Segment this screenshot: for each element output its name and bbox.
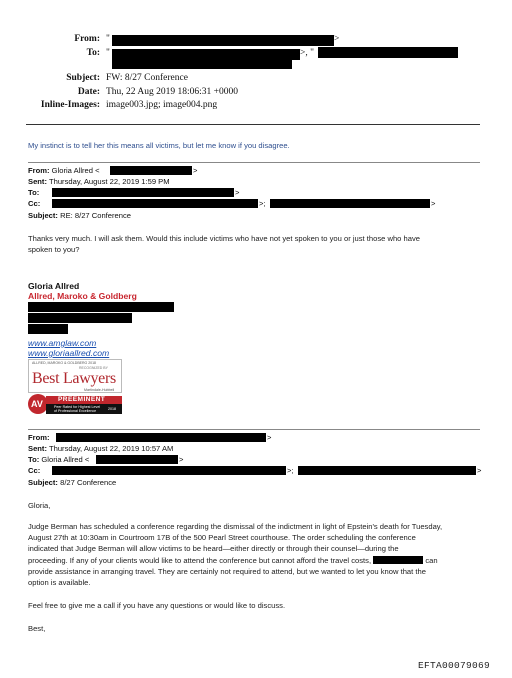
reply2-cc: Cc: [28,466,41,475]
reply2-divider [28,429,480,430]
redaction-reply2-body [373,556,423,564]
redaction-to-3 [112,59,292,69]
inline-images-value: image003.jpg; image004.png [106,100,218,110]
reply1-cc-end: > [431,199,436,208]
reply1-body: Thanks very much. I will ask them. Would this include victims who have not yet spoken to you or just those who have spoken to you? [28,234,420,255]
from-quote: " [106,34,110,44]
av-sub2-text: Peer Rated for Highest Level [54,405,101,409]
from-label: From: [74,34,100,44]
reply2-greeting: Gloria, [28,501,51,510]
signature-name: Gloria Allred [28,281,80,291]
redaction-reply2-cc-1 [52,466,286,475]
reply2-from-end: > [267,433,272,442]
reply1-from: From: Gloria Allred < [28,166,100,175]
reply2-paragraph-1: Judge Berman has scheduled a conference regarding the dismissal of the indictment in light of Epstein's death for Tuesday, August 27th at 10:30am in Courtroom 17B of the 500 Pearl Street courthouse. The order scheduling the conference indicated that Judge Berman will allow victims to be heard—either directly or through their counsel—during the proceeding. If any of your clients would like to attend the conference but cannot afford the travel costs, can provide assistance in arranging travel. They are certainly not required to attend, but we wanted to let you know that the option is available. [28,522,443,588]
reply1-from-end: > [193,166,198,175]
reply2-to: To: Gloria Allred < [28,455,90,464]
reply2-cc-sep: >; [287,466,294,475]
av-sub3-text: of Professional Excellence [54,409,97,413]
redaction-from [112,35,334,46]
link-amglaw[interactable]: www.amglaw.com [28,338,97,348]
subject-label: Subject: [66,73,100,83]
badge-main-text: Best Lawyers [32,370,116,387]
reply1-to-end: > [235,188,240,197]
date-label: Date: [77,87,100,97]
redaction-sig-1 [28,302,174,312]
reply2-from: From: [28,433,50,442]
header-divider [26,124,480,125]
redaction-reply1-cc-2 [270,199,430,208]
badge-top-text: ALLRED, MAROKO & GOLDBERG 2018 [32,361,96,365]
top-message: My instinct is to tell her this means all victims, but let me know if you disagree. [28,141,290,150]
reply1-cc-sep: >; [259,199,266,208]
inline-images-label: Inline-Images: [40,100,100,110]
reply2-cc-end: > [477,466,482,475]
link-gloriaallred[interactable]: www.gloriaallred.com [28,348,110,358]
reply2-paragraph-2: Feel free to give me a call if you have any questions or would like to discuss. [28,601,286,610]
to-label: To: [86,48,100,58]
redaction-reply1-cc-1 [52,199,258,208]
from-end: > [334,34,340,44]
redaction-reply1-to [52,188,234,197]
redaction-reply2-cc-2 [298,466,476,475]
av-preeminent-badge [28,388,122,416]
bates-number: EFTA00079069 [418,660,491,671]
av-mark: AV [31,399,43,409]
redaction-reply2-from [56,433,266,442]
to-sep: >, " [300,48,314,58]
redaction-reply1-from [110,166,192,175]
subject-value: FW: 8/27 Conference [106,73,188,83]
av-main-text: PREEMINENT [58,396,106,403]
reply2-subject: Subject: 8/27 Conference [28,478,117,487]
date-value: Thu, 22 Aug 2019 18:06:31 +0000 [106,87,239,97]
redaction-reply2-to [96,455,178,464]
redaction-to-2 [318,47,458,58]
reply2-sent: Sent: Thursday, August 22, 2019 10:57 AM [28,444,174,453]
reply2-closing: Best, [28,624,46,633]
redaction-sig-2 [28,313,132,323]
reply1-subject: Subject: RE: 8/27 Conference [28,211,132,220]
badge-recognized-text: RECOGNIZED BY [79,366,108,370]
reply1-to: To: [28,188,40,197]
reply1-sent: Sent: Thursday, August 22, 2019 1:59 PM [28,177,170,186]
signature-firm: Allred, Maroko & Goldberg [28,291,137,301]
reply2-to-end: > [179,455,184,464]
reply1-cc: Cc: [28,199,41,208]
reply1-divider [28,162,480,163]
redaction-sig-3 [28,324,68,334]
av-sub1-text: Martindale-Hubbell [84,388,115,392]
to-quote: " [106,48,110,58]
av-year-text: 2018 [108,407,116,411]
